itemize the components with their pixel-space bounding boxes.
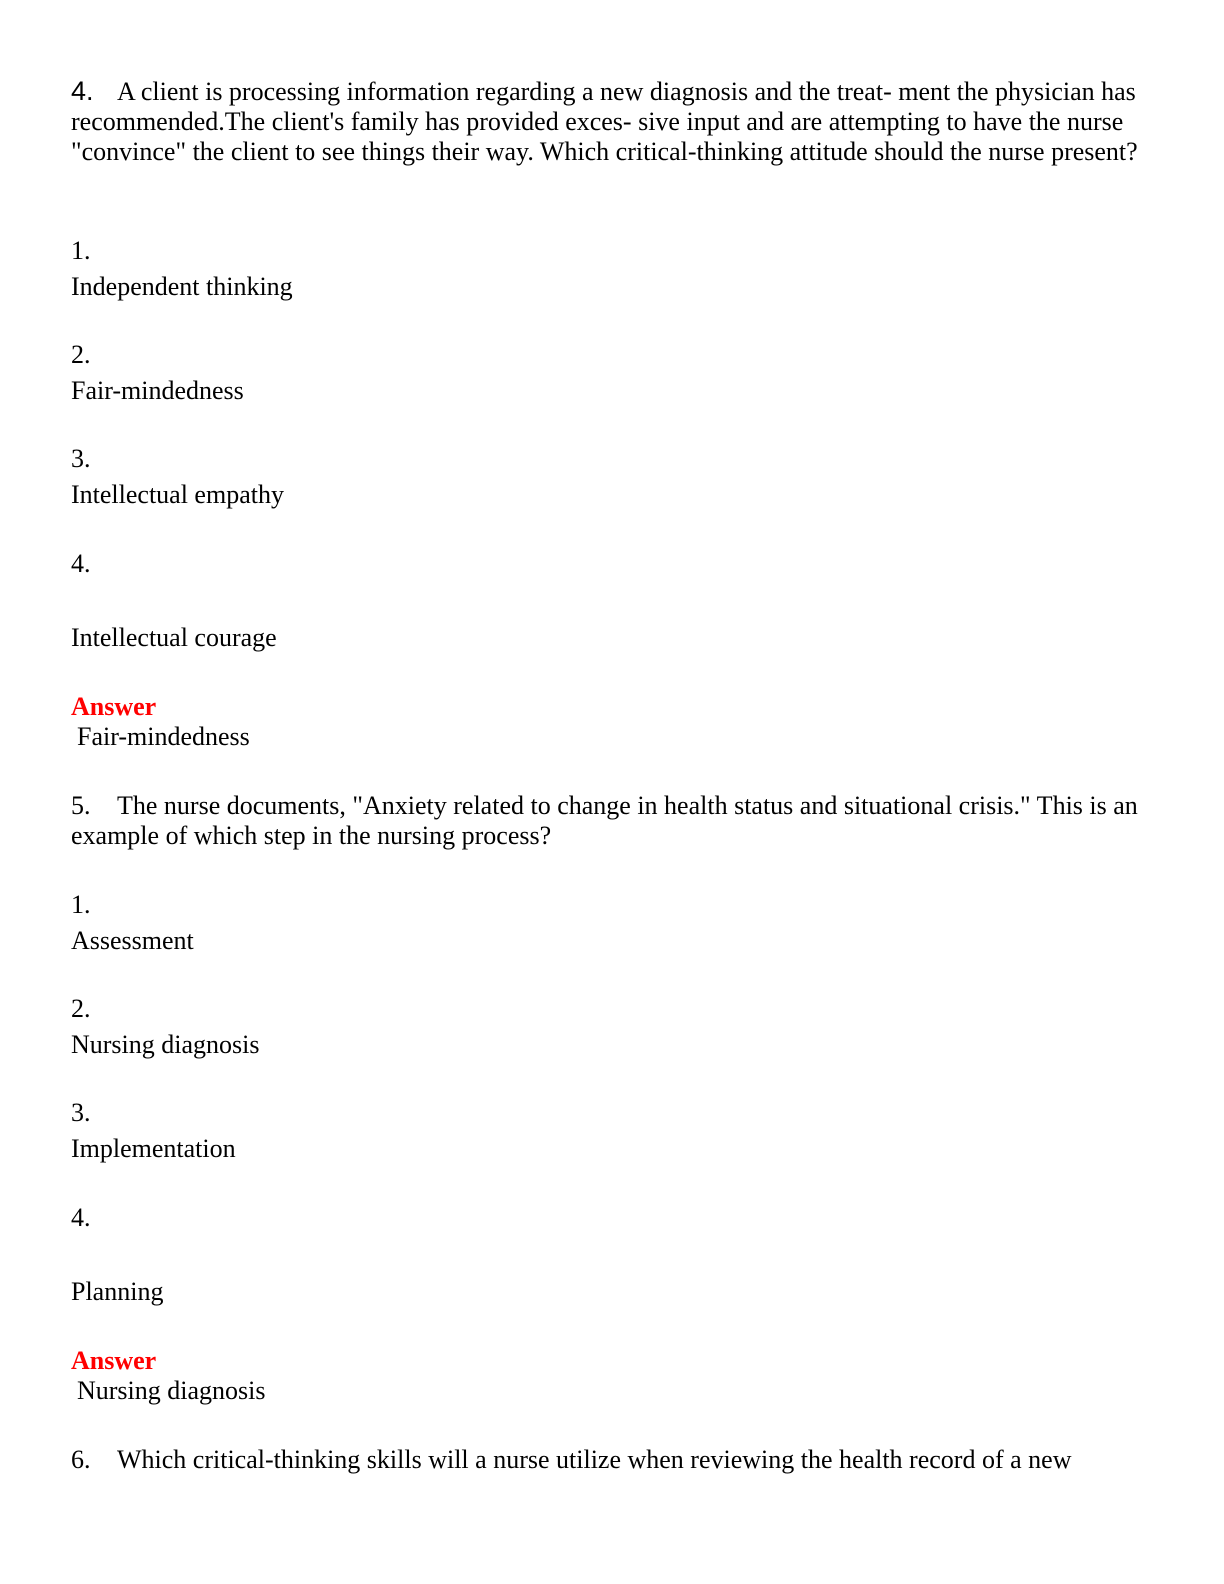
answer-block-5 [71, 1346, 266, 1406]
question-4 [71, 76, 1141, 167]
answer-block-4 [71, 692, 250, 752]
option-number: 3. [71, 1098, 91, 1127]
answer-label: Answer [71, 1346, 157, 1375]
question-4-number: 4. [71, 76, 94, 106]
answer-text: Nursing diagnosis [77, 1376, 266, 1405]
option-text: Fair-mindedness [71, 376, 244, 405]
option-3 [71, 1098, 236, 1164]
option-text: Intellectual empathy [71, 480, 284, 509]
option-4 [71, 1203, 163, 1307]
option-number: 2. [71, 994, 91, 1023]
answer-label: Answer [71, 692, 157, 721]
option-text: Implementation [71, 1134, 236, 1163]
option-1 [71, 890, 194, 956]
answer-text: Fair-mindedness [77, 722, 250, 751]
question-6 [71, 1445, 1141, 1475]
option-text: Nursing diagnosis [71, 1030, 260, 1059]
question-5-stem [71, 791, 1141, 851]
option-number: 3. [71, 444, 91, 473]
option-text: Independent thinking [71, 272, 293, 301]
question-5-text: The nurse documents, "Anxiety related to change in health status and situational crisis." This is an example of which step in the nursing process? [71, 791, 1138, 850]
option-2 [71, 340, 244, 406]
option-number: 1. [71, 236, 91, 265]
option-2 [71, 994, 260, 1060]
option-text: Assessment [71, 926, 194, 955]
option-3 [71, 444, 284, 510]
option-number: 4. [71, 549, 91, 578]
option-1 [71, 236, 293, 302]
option-number: 1. [71, 890, 91, 919]
question-5-number: 5. [71, 791, 91, 820]
option-text: Intellectual courage [71, 623, 277, 652]
question-5 [71, 791, 1141, 851]
question-6-number: 6. [71, 1445, 91, 1474]
question-6-stem [71, 1445, 1141, 1475]
question-6-text: Which critical-thinking skills will a nurse utilize when reviewing the health record of a new [117, 1445, 1072, 1474]
option-number: 2. [71, 340, 91, 369]
option-text: Planning [71, 1277, 164, 1306]
option-4 [71, 549, 277, 653]
option-number: 4. [71, 1203, 91, 1232]
question-4-text: A client is processing information regarding a new diagnosis and the treat- ment the physician has recommended.The client's family has provided exces- sive input and are attempting to have the nurse "convince" the client to see things their way. Which critical-thinking attitude should the nurse present? [71, 77, 1138, 166]
question-4-stem [71, 76, 1141, 167]
